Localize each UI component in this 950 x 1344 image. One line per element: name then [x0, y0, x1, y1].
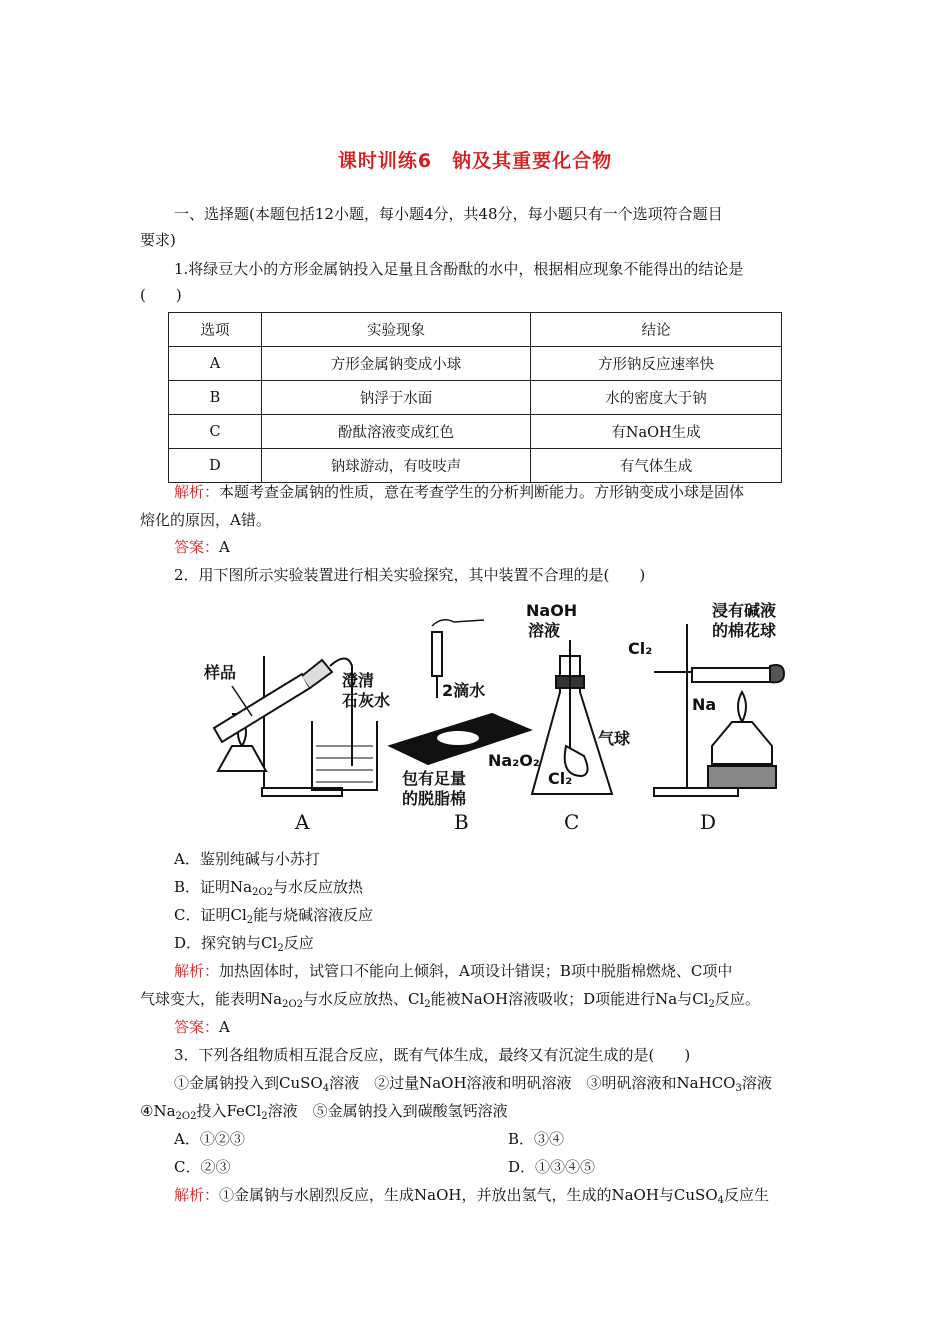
option-text: 能与烧碱溶液反应 [253, 906, 374, 924]
label-cl2-d: Cl₂ [628, 639, 653, 658]
table-cell: 酚酞溶液变成红色 [262, 415, 531, 449]
q2-option-a: A．鉴别纯碱与小苏打 [174, 850, 320, 868]
label-cotton: 包有足量 [402, 769, 467, 788]
table-row [169, 347, 782, 381]
table-row [169, 381, 782, 415]
item-text: 溶液 ②过量NaOH溶液和明矾溶液 ③明矾溶液和NaHCO [329, 1074, 736, 1092]
table-header: 选项 [169, 313, 262, 347]
label-cl2-c: Cl₂ [548, 769, 573, 788]
table-cell: 有NaOH生成 [531, 415, 782, 449]
answer-label: 答案： [174, 538, 220, 556]
q1-analysis-cont: 熔化的原因，A错。 [140, 511, 271, 529]
analysis-text: 气球变大，能表明Na [140, 990, 283, 1008]
item-text: ④Na [140, 1102, 176, 1120]
label-sample: 样品 [204, 663, 237, 682]
subscript: 2 [261, 1111, 268, 1122]
q3-option-a: A．①②③ [174, 1130, 245, 1148]
answer-value: A [219, 1018, 230, 1036]
table-cell: 钠球游动，有吱吱声 [262, 449, 531, 483]
label-soaked: 浸有碱液 [712, 601, 777, 620]
table-cell: 方形钠反应速率快 [531, 347, 782, 381]
label-balloon: 气球 [598, 729, 631, 748]
subscript: 4 [717, 1195, 724, 1206]
option-text: 反应 [283, 934, 314, 952]
analysis-text: 加热固体时，试管口不能向上倾斜，A项设计错误；B项中脱脂棉燃烧、C项中 [219, 962, 733, 980]
section-heading: 一、选择题(本题包括12小题，每小题4分，共48分，每小题只有一个选项符合题目 [174, 205, 723, 223]
label-drops: 2滴水 [442, 681, 486, 700]
option-text: 与水反应放热 [273, 878, 364, 896]
q1-table [168, 312, 782, 483]
label-na: Na [692, 695, 717, 714]
figure-label-b: B [454, 810, 469, 834]
apparatus-b [390, 620, 530, 834]
subscript: 4 [322, 1083, 330, 1094]
q1-analysis [174, 478, 744, 506]
table-cell: 有气体生成 [531, 449, 782, 483]
section-heading-cont: 要求) [140, 231, 176, 249]
apparatus-a [203, 656, 390, 834]
answer-value: A [219, 538, 230, 556]
table-cell: 水的密度大于钠 [531, 381, 782, 415]
item-text: 投入FeCl [196, 1102, 262, 1120]
table-cell: 钠浮于水面 [262, 381, 531, 415]
label-na2o2: Na₂O₂ [488, 751, 540, 770]
item-text: ①金属钠投入到CuSO [174, 1074, 323, 1092]
analysis-label: 解析： [174, 962, 220, 980]
subscript: 2O2 [282, 999, 304, 1010]
apparatus-d [628, 601, 784, 834]
table-cell: C [169, 415, 262, 449]
analysis-text: ①金属钠与水剧烈反应，生成NaOH，并放出氢气，生成的NaOH与CuSO [219, 1186, 718, 1204]
analysis-text: 能被NaOH溶液吸收；D项能进行Na与Cl [430, 990, 709, 1008]
label-naoh: NaOH [526, 601, 578, 620]
option-text: C．证明Cl [174, 906, 247, 924]
apparatus-c [488, 601, 630, 834]
q3-option-b: B．③④ [508, 1130, 565, 1148]
figure-label-d: D [700, 810, 717, 834]
q3-option-c: C．②③ [174, 1158, 231, 1176]
q2-stem: 2．用下图所示实验装置进行相关实验探究，其中装置不合理的是( ) [174, 566, 646, 584]
analysis-text: 本题考查金属钠的性质，意在考查学生的分析判断能力。方形钠变成小球是固体 [219, 483, 745, 501]
q1-stem: 1.将绿豆大小的方形金属钠投入足量且含酚酞的水中，根据相应现象不能得出的结论是 [174, 260, 744, 278]
analysis-text: 反应。 [714, 990, 760, 1008]
table-cell: B [169, 381, 262, 415]
label-soaked-2: 的棉花球 [712, 621, 777, 640]
subscript: 2 [424, 999, 431, 1010]
page-title: 课时训练6 钠及其重要化合物 [337, 150, 613, 172]
item-text: 溶液 [741, 1074, 772, 1092]
q3-option-d: D．①③④⑤ [508, 1158, 596, 1176]
table-header-row [169, 313, 782, 347]
q2-apparatus-figure [192, 596, 792, 841]
q3-analysis [174, 1181, 769, 1215]
table-cell: A [169, 347, 262, 381]
label-limewater: 澄清 [342, 671, 375, 690]
q2-analysis [174, 957, 732, 985]
label-naoh-2: 溶液 [528, 621, 561, 640]
figure-label-a: A [295, 810, 310, 834]
table-row [169, 415, 782, 449]
option-text: B．证明Na [174, 878, 253, 896]
q1-stem-paren: ( ) [140, 286, 182, 304]
analysis-label: 解析： [174, 483, 220, 501]
subscript: 2O2 [175, 1111, 197, 1122]
analysis-label: 解析： [174, 1186, 220, 1204]
q1-answer [174, 533, 230, 561]
subscript: 2 [708, 999, 715, 1010]
q2-answer [174, 1013, 230, 1041]
option-text: D．探究钠与Cl [174, 934, 278, 952]
q2-analysis-cont [140, 985, 760, 1019]
table-header: 实验现象 [262, 313, 531, 347]
analysis-text: 反应生 [724, 1186, 770, 1204]
table-cell: 方形金属钠变成小球 [262, 347, 531, 381]
table-cell: D [169, 449, 262, 483]
figure-label-c: C [564, 810, 580, 834]
answer-label: 答案： [174, 1018, 220, 1036]
subscript: 2 [277, 943, 284, 954]
subscript: 2 [246, 915, 254, 926]
table-header: 结论 [531, 313, 782, 347]
item-text: 溶液 ⑤金属钠投入到碳酸氢钙溶液 [267, 1102, 508, 1120]
analysis-text: 与水反应放热、Cl [303, 990, 425, 1008]
label-limewater-2: 石灰水 [342, 691, 391, 710]
q3-stem: 3．下列各组物质相互混合反应，既有气体生成，最终又有沉淀生成的是( ) [174, 1046, 691, 1064]
label-cotton-2: 的脱脂棉 [402, 789, 467, 808]
subscript: 2O2 [252, 887, 274, 898]
subscript: 3 [735, 1083, 742, 1094]
